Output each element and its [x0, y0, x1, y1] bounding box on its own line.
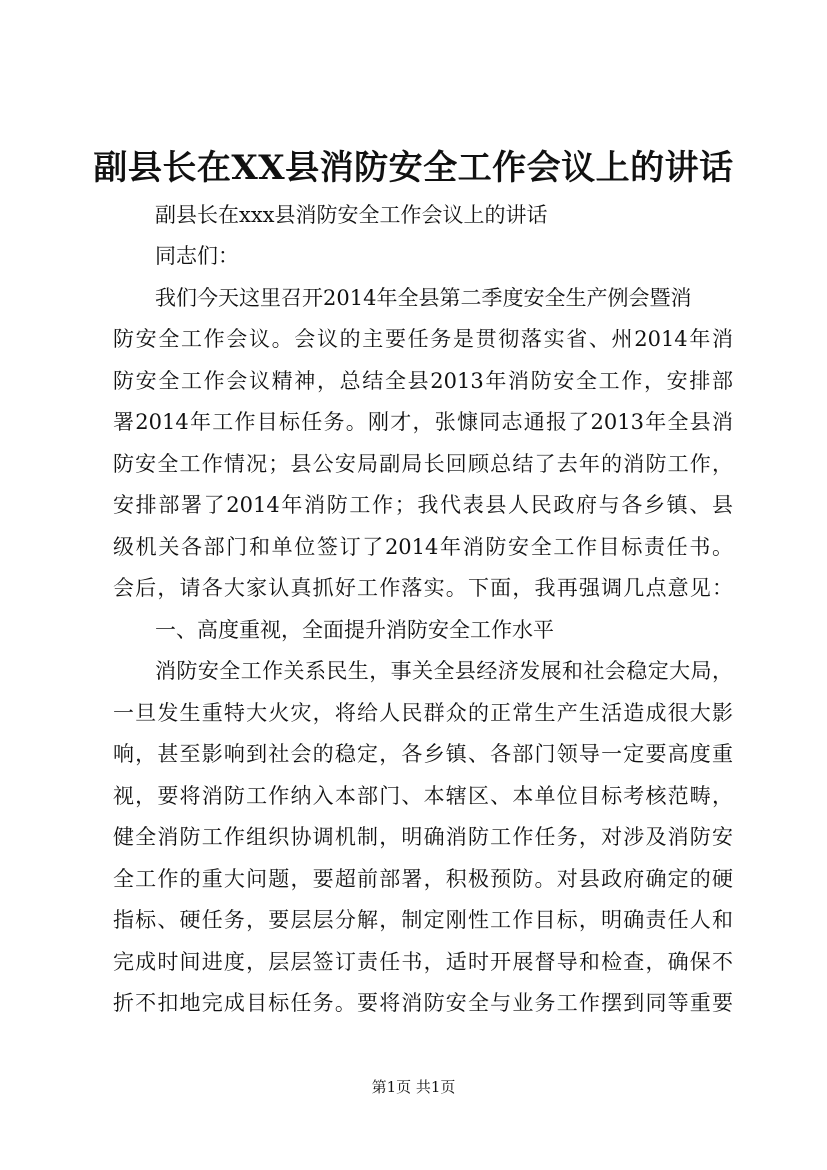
document-title: 副县长在XX县消防安全工作会议上的讲话 [93, 148, 734, 188]
paragraph-line: 一旦发生重特大火灾，将给人民群众的正常生产生活造成很大影 [113, 701, 733, 725]
paragraph-line: 级机关各部门和单位签订了2014年消防安全工作目标责任书。 [113, 535, 733, 559]
section-heading: 一、高度重视，全面提升消防安全工作水平 [155, 618, 554, 642]
paragraph-line: 会后，请各大家认真抓好工作落实。下面，我再强调几点意见： [113, 576, 733, 600]
paragraph-line: 指标、硬任务，要层层分解，制定刚性工作目标，明确责任人和 [113, 908, 733, 932]
page-footer: 第1页 共1页 [371, 1078, 456, 1096]
document-subtitle: 副县长在xxx县消防安全工作会议上的讲话 [155, 203, 548, 227]
paragraph-line: 署2014年工作目标任务。刚才，张慷同志通报了2013年全县消 [113, 410, 733, 434]
paragraph-line: 完成时间进度，层层签订责任书，适时开展督导和检查，确保不 [113, 950, 733, 974]
greeting: 同志们： [155, 244, 239, 268]
paragraph-line: 防安全工作情况；县公安局副局长回顾总结了去年的消防工作， [113, 452, 733, 476]
paragraph-line: 视，要将消防工作纳入本部门、本辖区、本单位目标考核范畴， [113, 784, 733, 808]
paragraph-line: 安排部署了2014年消防工作；我代表县人民政府与各乡镇、县 [113, 493, 733, 517]
paragraph-line: 防安全工作会议精神，总结全县2013年消防安全工作，安排部 [113, 369, 733, 393]
paragraph-line: 防安全工作会议。会议的主要任务是贯彻落实省、州2014年消 [113, 327, 733, 351]
paragraph-line: 健全消防工作组织协调机制，明确消防工作任务，对涉及消防安 [113, 825, 733, 849]
paragraph-line: 折不扣地完成目标任务。要将消防安全与业务工作摆到同等重要 [113, 991, 733, 1015]
paragraph-line: 我们今天这里召开2014年全县第二季度安全生产例会暨消 [155, 286, 692, 310]
paragraph-line: 消防安全工作关系民生，事关全县经济发展和社会稳定大局， [155, 659, 733, 683]
paragraph-line: 全工作的重大问题，要超前部署，积极预防。对县政府确定的硬 [113, 867, 733, 891]
paragraph-line: 响，甚至影响到社会的稳定，各乡镇、各部门领导一定要高度重 [113, 742, 733, 766]
